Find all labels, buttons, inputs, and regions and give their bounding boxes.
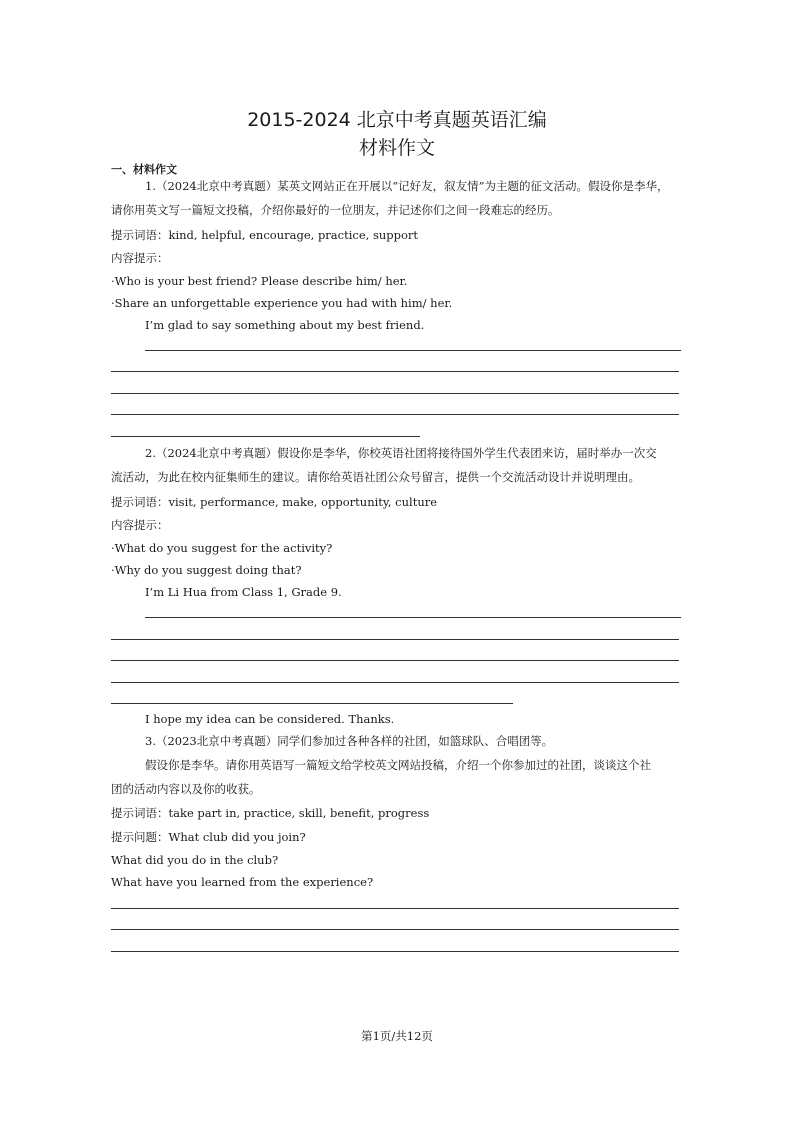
q3-keywords: 提示词语：take part in, practice, skill, benefit, progress (111, 806, 430, 820)
q2-closing: I hope my idea can be considered. Thanks. (145, 712, 395, 726)
q2-answer-line (111, 660, 679, 661)
q1-answer-line (111, 371, 679, 372)
q2-prompt-line1: 2.（2024北京中考真题）假设你是李华，你校英语社团将接待国外学生代表团来访，届时举办一次交 (145, 446, 657, 460)
q3-prompt-line2: 假设你是李华。请你用英语写一篇短文给学校英文网站投稿，介绍一个你参加过的社团，谈谈这个社 (145, 758, 651, 772)
q1-hint-2: ·Share an unforgettable experience you had with him/ her. (111, 296, 453, 310)
document-subtitle: 材料作文 (358, 137, 435, 159)
q2-answer-line (145, 617, 681, 618)
q2-answer-line (111, 682, 679, 683)
q1-prompt-line1: 1.（2024北京中考真题）某英文网站正在开展以“记好友，叙友情”为主题的征文活动。假设你是李华， (145, 179, 669, 193)
q1-opening: I’m glad to say something about my best friend. (145, 318, 425, 332)
q2-answer-line (111, 703, 513, 704)
q1-prompt-line2: 请你用英文写一篇短文投稿，介绍你最好的一位朋友，并记述你们之间一段难忘的经历。 (111, 203, 560, 217)
q1-answer-line (111, 414, 679, 415)
q2-prompt-line2: 流活动，为此在校内征集师生的建议。请你给英语社团公众号留言，提供一个交流活动设计并说明理由。 (111, 470, 640, 484)
q2-keywords: 提示词语：visit, performance, make, opportunity, culture (111, 495, 438, 509)
q1-answer-line (111, 393, 679, 394)
q1-hint-label: 内容提示： (111, 251, 169, 265)
q1-keywords: 提示词语：kind, helpful, encourage, practice, support (111, 228, 419, 242)
q3-answer-line (111, 929, 679, 930)
document-title: 2015-2024 北京中考真题英语汇编 (247, 109, 547, 131)
q3-question-1: 提示问题：What club did you join? (111, 830, 306, 844)
q1-answer-line (111, 436, 420, 437)
q3-prompt-line3: 团的活动内容以及你的收获。 (111, 782, 261, 796)
q3-answer-line (111, 908, 679, 909)
q2-hint-label: 内容提示： (111, 518, 169, 532)
page-footer: 第1页/共12页 (361, 1029, 433, 1043)
q3-answer-line (111, 951, 679, 952)
q1-hint-1: ·Who is your best friend? Please describe him/ her. (111, 274, 408, 288)
q3-question-3: What have you learned from the experience? (111, 875, 374, 889)
q3-prompt-line1: 3.（2023北京中考真题）同学们参加过各种各样的社团，如篮球队、合唱团等。 (145, 734, 554, 748)
q2-hint-2: ·Why do you suggest doing that? (111, 563, 302, 577)
q2-answer-line (111, 639, 679, 640)
section-heading: 一、材料作文 (111, 163, 177, 176)
q2-hint-1: ·What do you suggest for the activity? (111, 541, 333, 555)
q3-question-2: What did you do in the club? (111, 853, 279, 867)
q1-answer-line (145, 350, 681, 351)
q2-opening: I’m Li Hua from Class 1, Grade 9. (145, 585, 342, 599)
